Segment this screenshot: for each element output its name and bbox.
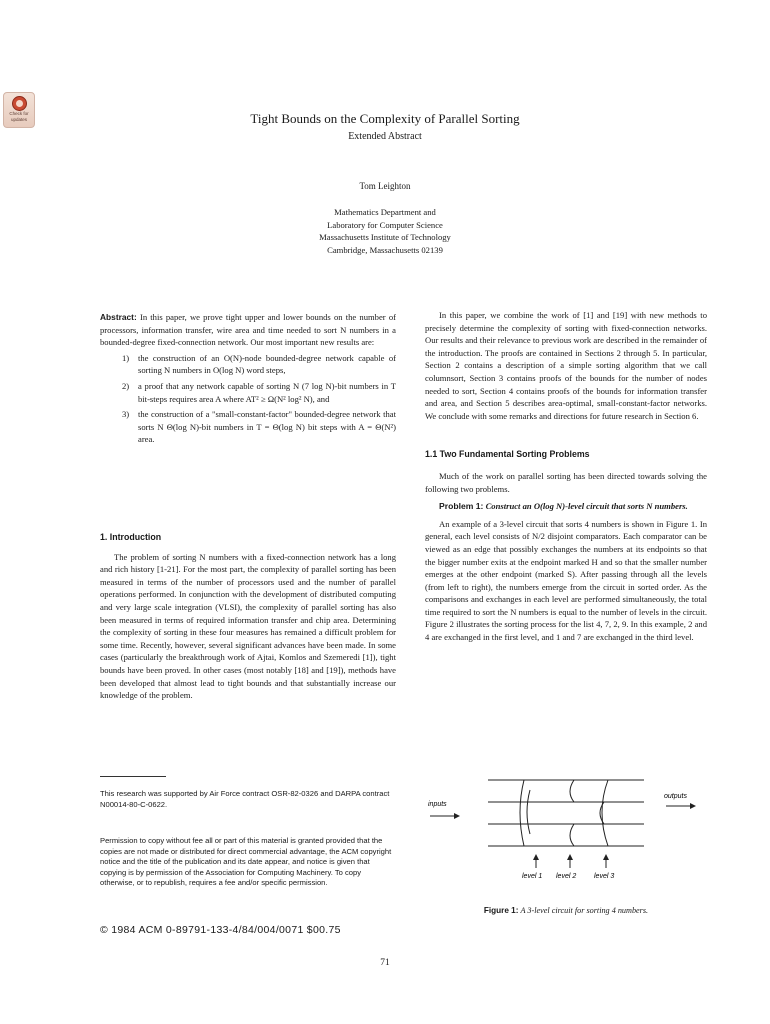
comparator [520,780,524,846]
update-icon [12,96,27,111]
footnote-divider [100,776,166,777]
affiliation-line: Massachusetts Institute of Technology [319,232,451,243]
paper-subtitle: Extended Abstract [348,131,422,142]
affiliation-line: Cambridge, Massachusetts 02139 [327,244,443,255]
level-label: level 3 [594,873,615,880]
sorting-circuit-figure [428,772,708,882]
footnote: This research was supported by Air Force contract OSR-82-0326 and DARPA contract N00014-80-C-0622. [100,789,390,809]
problem-statement [425,500,707,513]
copyright-line: © 1984 ACM 0-89791-133-4/84/004/0071 $00.75 [100,924,341,936]
list-item: 3) the construction of a "small-constant-factor" bounded-degree network that sorts N Θ(log N)-bit numbers in T = Θ(log N) bit steps with A = Θ(N²) area. [122,409,396,445]
abstract-text: In this paper, we prove tight upper and lower bounds on the number of processors, information transfer, wire area and time needed to sort N numbers in a bounded-degree fixed-connection network. Our most important new results are: [100,312,396,348]
comparator [570,780,574,802]
list-item: 2) a proof that any network capable of sorting N (7 log N)-bit numbers in T bit-steps requires area A where AT² ≥ Ω(N² log² N), and [122,380,396,404]
comparator [602,780,608,846]
intro-continuation: In this paper, we combine the work of [1] and [19] with new methods to precisely determine the complexity of sorting with fixed-connection networks. Our results and their relevance to previous work are described in the remainder of the introduction. The proofs are contained in Sections 2 through 5. In particular, Section 2 contains a description of a simple sorting algorithm that we call columnsort, Section 3 contains proofs of the bounds for the number of nodes needed to sort, Section 4 contains proofs of the bounds for information transfer and area, and Section 5 describes area-optimal, small-constant-factor networks. We conclude with some remarks and directions for future research in Section 6. [425,310,707,421]
caption-text: A 3-level circuit for sorting 4 numbers. [520,906,649,915]
page-number: 71 [380,958,390,968]
arrowhead [690,803,696,809]
intro-paragraph: The problem of sorting N numbers with a fixed-connection network has a long and rich history [1-21]. For the most part, the complexity of parallel sorting has been measured in terms of the number of processors used and the number of parallel operations performed. In conjunction with the development of distributed computing and very large scale integration (VLSI), the complexity of parallel sorting has also been measured in terms of required information transfer and chip area. Determining the complexity of sorting in these four measures has remained a difficult problem for some time. Recently, however, several significant advances have been made. In some cases (particularly the breakthrough work of Ajtai, Komlos and Szemeredi [1]), tight bounds have been proved. In other cases (most notably [18] and [19]), methods have been developed that almost lead to tight bounds and that substantially increase our knowledge of the problem. [100,551,396,701]
affiliation [0,206,770,256]
section-heading: 1. Introduction [100,532,162,542]
list-item: 1) the construction of an O(N)-node bounded-degree network capable of sorting N numbers in O(log N) word steps, [122,352,396,376]
figure-caption [425,906,707,915]
outputs-label: outputs [664,793,687,800]
results-list [100,352,396,446]
level-label: level 2 [556,873,577,880]
affiliation-line: Mathematics Department and [334,207,436,217]
comparator [527,790,530,834]
arrowhead [603,854,609,860]
abstract-label: Abstract: [100,312,137,322]
paragraph: Much of the work on parallel sorting has been directed towards solving the following two problems. [425,470,707,494]
abstract [100,311,396,449]
author-name: Tom Leighton [359,181,411,191]
caption-label: Figure 1: [483,906,519,915]
problem-label: Problem 1: [439,501,484,512]
right-column [425,309,707,644]
paragraph: An example of a 3-level circuit that sorts 4 numbers is shown in Figure 1. In general, each level consists of N/2 disjoint comparators. Each comparator can be viewed as an edge that possibly exchanges the numbers at its endpoints so that the bigger number exits at the endpoint marked H and so that the smaller number emerges at the other endpoint (marked S). After passing through all the levels (from left to right), the numbers emerge from the circuit in sorted order. As the comparisons and exchanges in each level are performed simultaneously, the total time required to sort the N numbers is equal to the number of levels in the circuit. Figure 2 illustrates the sorting process for the list 4, 7, 2, 9. In this example, 2 and 4 are exchanged in the first level, and 1 and 7 are exchanged in the third level. [425,518,707,643]
permission-notice: Permission to copy without fee all or part of this material is granted provided that the copies are not made or distributed for direct commercial advantage, the ACM copyright notice and the title of the publication and its date appear, and notice is given that copying is by permission of the Association for Computing Machinery. To copy otherwise, or to republish, requires a fee and/or specific permission. [100,836,392,888]
affiliation-line: Laboratory for Computer Science [327,219,443,230]
inputs-label: inputs [428,801,447,808]
arrowhead [567,854,573,860]
introduction-section [100,531,396,702]
paper-title: Tight Bounds on the Complexity of Parallel Sorting [250,111,520,126]
arrowhead [454,813,460,819]
subsection-heading: 1.1 Two Fundamental Sorting Problems [425,449,590,460]
comparator [570,824,574,846]
level-label: level 1 [522,873,543,880]
problem-text: Construct an O(log N)-level circuit that sorts N numbers. [485,501,688,512]
badge-text: Check for updates [9,111,29,122]
arrowhead [533,854,539,860]
